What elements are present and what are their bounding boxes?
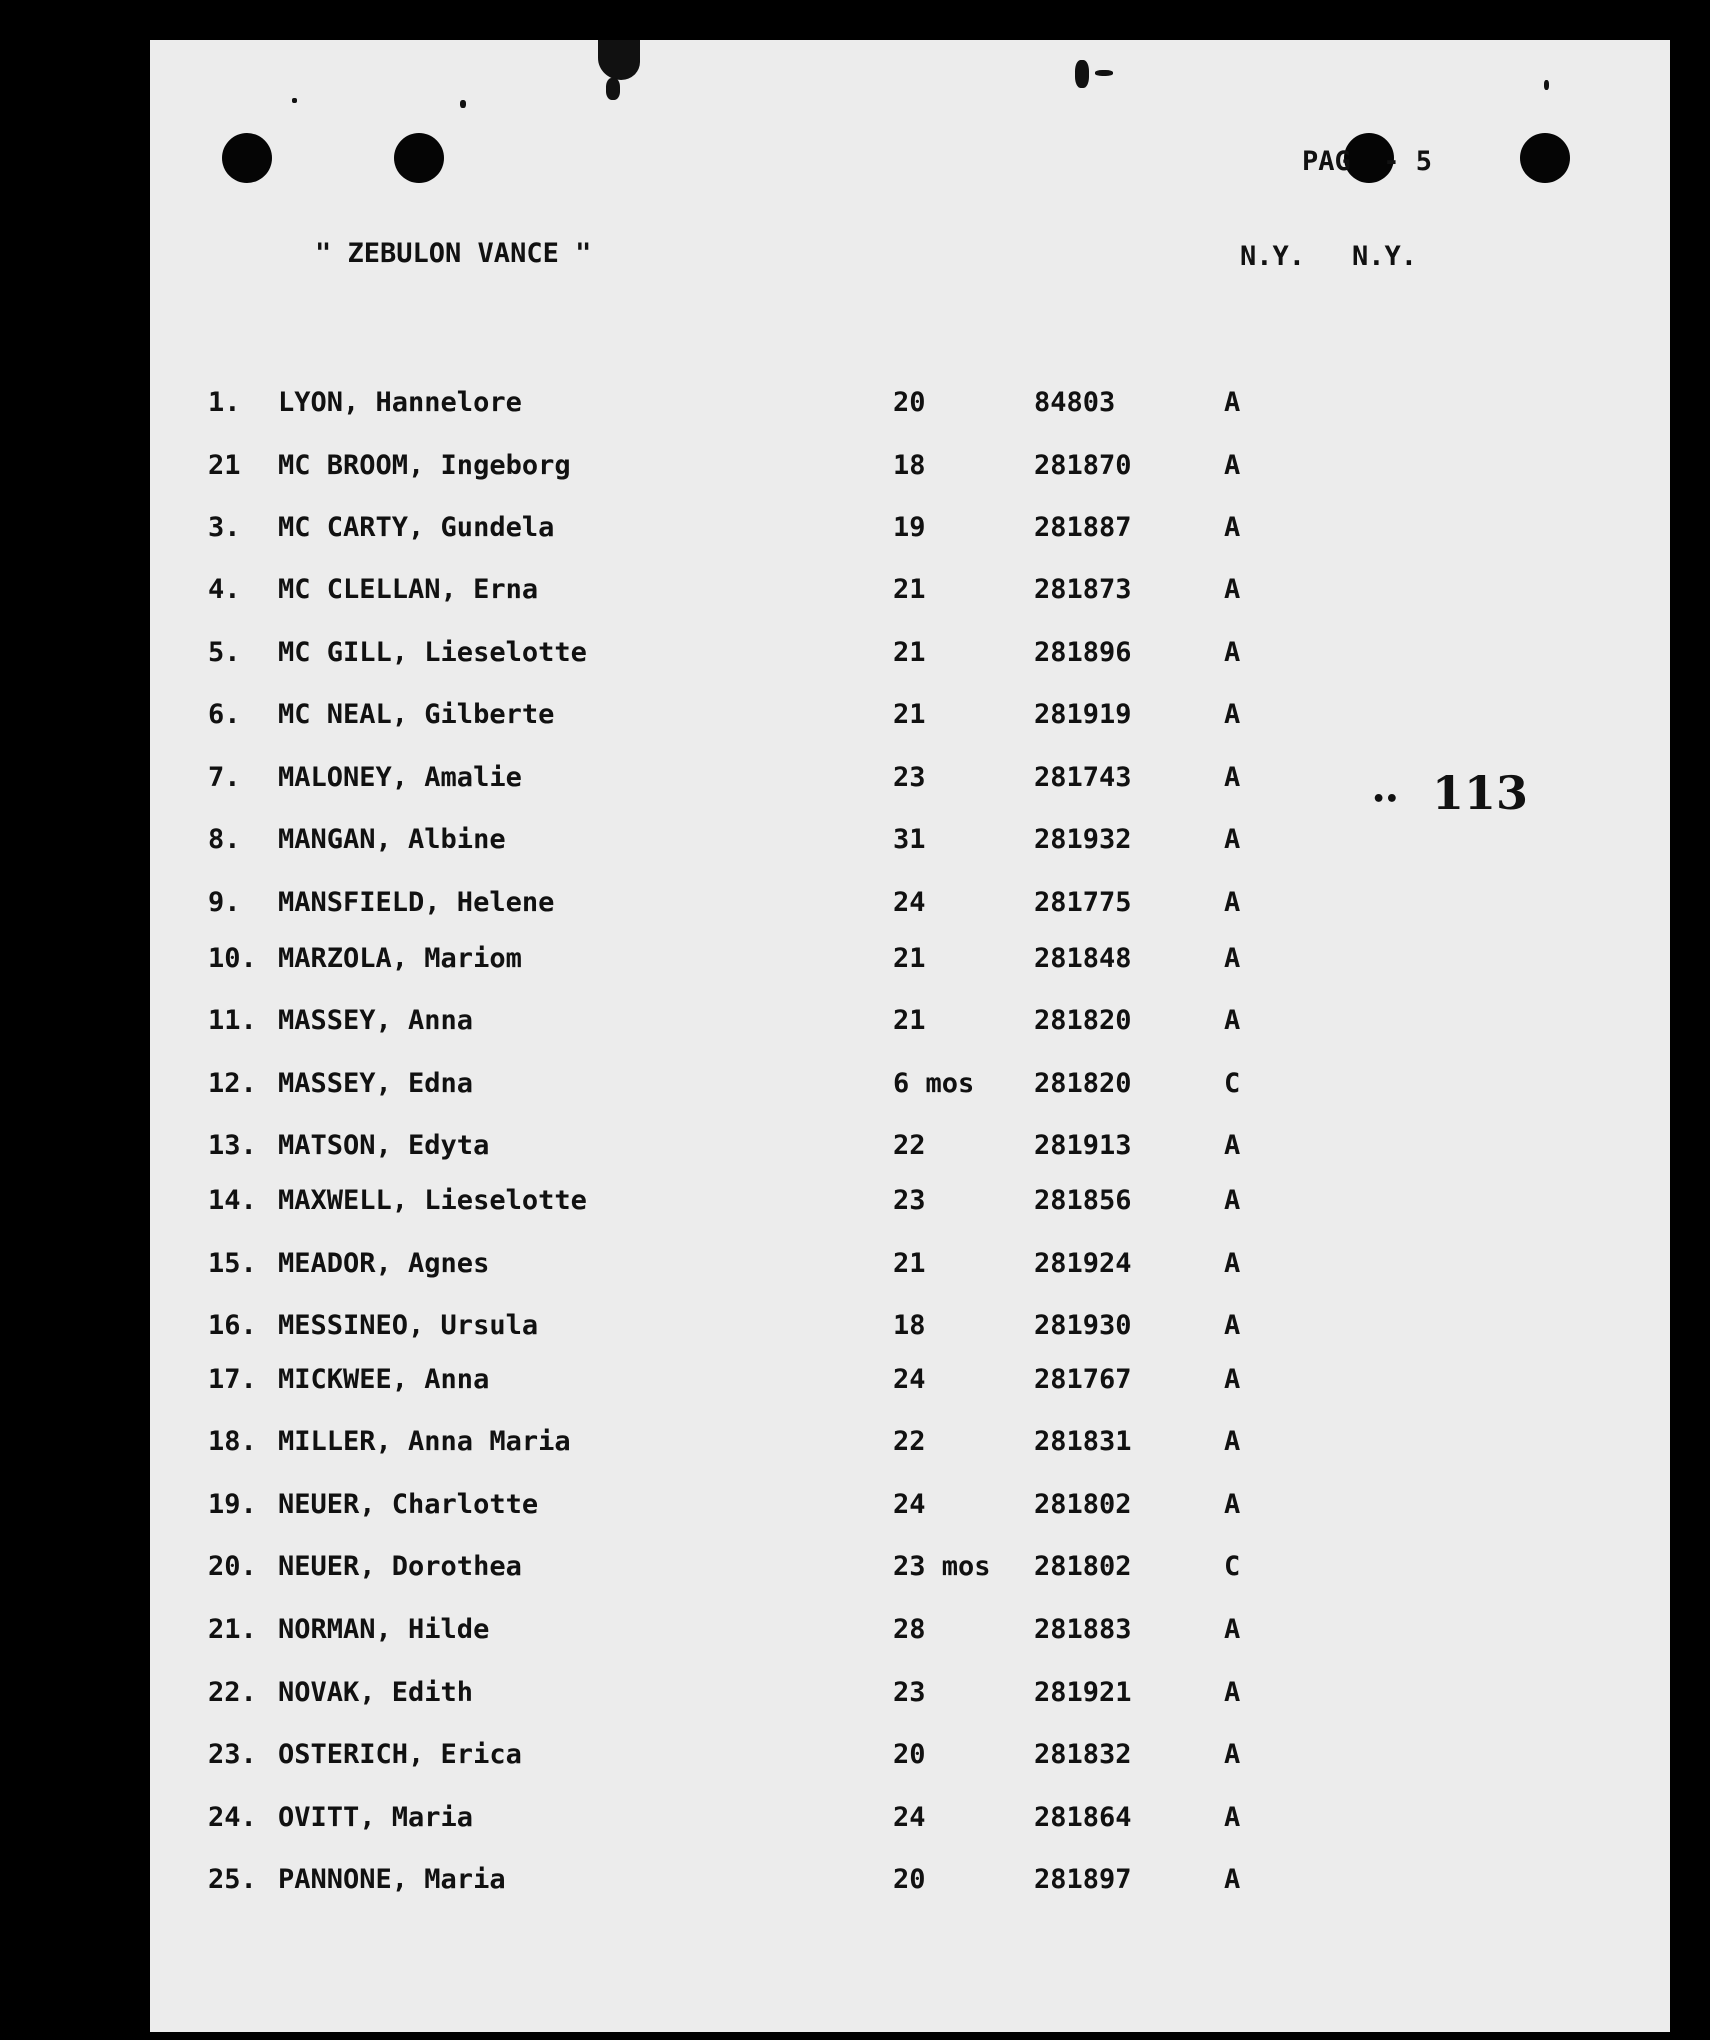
passenger-name: MC BROOM, Ingeborg bbox=[278, 450, 571, 481]
passenger-age: 20 bbox=[893, 387, 926, 418]
ink-speck bbox=[1075, 60, 1089, 88]
passenger-number: 281848 bbox=[1034, 943, 1132, 974]
passenger-number: 281896 bbox=[1034, 637, 1132, 668]
passenger-name: NEUER, Charlotte bbox=[278, 1489, 539, 1520]
passenger-name: MC CARTY, Gundela bbox=[278, 512, 555, 543]
passenger-number: 281870 bbox=[1034, 450, 1132, 481]
list-item bbox=[150, 1677, 1670, 1717]
passenger-age: 24 bbox=[893, 1802, 926, 1833]
passenger-age: 21 bbox=[893, 1005, 926, 1036]
passenger-name: PANNONE, Maria bbox=[278, 1864, 506, 1895]
list-item bbox=[150, 1551, 1670, 1591]
passenger-class: A bbox=[1224, 824, 1241, 855]
passenger-class: A bbox=[1224, 762, 1241, 793]
passenger-class: A bbox=[1224, 637, 1241, 668]
row-number: 4. bbox=[208, 574, 241, 605]
passenger-class: A bbox=[1224, 1310, 1241, 1341]
passenger-class: A bbox=[1224, 512, 1241, 543]
passenger-class: A bbox=[1224, 1864, 1241, 1895]
passenger-number: 281831 bbox=[1034, 1426, 1132, 1457]
passenger-number: 281767 bbox=[1034, 1364, 1132, 1395]
ink-speck bbox=[598, 40, 640, 80]
margin-number: 113 bbox=[1432, 766, 1529, 820]
passenger-age: 19 bbox=[893, 512, 926, 543]
passenger-number: 281832 bbox=[1034, 1739, 1132, 1770]
passenger-age: 21 bbox=[893, 943, 926, 974]
passenger-age: 21 bbox=[893, 699, 926, 730]
document-page bbox=[150, 40, 1670, 2032]
list-item bbox=[150, 1614, 1670, 1654]
list-item bbox=[150, 574, 1670, 614]
passenger-number: 281897 bbox=[1034, 1864, 1132, 1895]
ink-speck bbox=[460, 100, 466, 108]
passenger-number: 281883 bbox=[1034, 1614, 1132, 1645]
passenger-age: 24 bbox=[893, 1364, 926, 1395]
passenger-class: A bbox=[1224, 574, 1241, 605]
list-item bbox=[150, 762, 1670, 802]
passenger-age: 22 bbox=[893, 1130, 926, 1161]
passenger-number: 84803 bbox=[1034, 387, 1116, 418]
row-number: 21 bbox=[208, 450, 241, 481]
margin-mark: •• bbox=[1372, 787, 1399, 812]
row-number: 9. bbox=[208, 887, 241, 918]
passenger-age: 23 bbox=[893, 1677, 926, 1708]
list-item bbox=[150, 824, 1670, 864]
passenger-class: A bbox=[1224, 1005, 1241, 1036]
row-number: 15. bbox=[208, 1248, 257, 1279]
passenger-name: MESSINEO, Ursula bbox=[278, 1310, 539, 1341]
list-item bbox=[150, 387, 1670, 427]
ink-speck bbox=[1095, 70, 1113, 76]
punch-hole bbox=[394, 133, 444, 183]
passenger-age: 31 bbox=[893, 824, 926, 855]
row-number: 12. bbox=[208, 1068, 257, 1099]
row-number: 5. bbox=[208, 637, 241, 668]
punch-hole bbox=[222, 133, 272, 183]
list-item bbox=[150, 699, 1670, 739]
passenger-class: A bbox=[1224, 1739, 1241, 1770]
passenger-age: 20 bbox=[893, 1864, 926, 1895]
list-item bbox=[150, 1068, 1670, 1108]
row-number: 10. bbox=[208, 943, 257, 974]
passenger-name: MALONEY, Amalie bbox=[278, 762, 522, 793]
passenger-class: A bbox=[1224, 450, 1241, 481]
passenger-name: MC NEAL, Gilberte bbox=[278, 699, 555, 730]
row-number: 7. bbox=[208, 762, 241, 793]
passenger-age: 24 bbox=[893, 1489, 926, 1520]
passenger-class: A bbox=[1224, 1185, 1241, 1216]
passenger-class: A bbox=[1224, 1364, 1241, 1395]
passenger-name: MASSEY, Edna bbox=[278, 1068, 474, 1099]
ink-speck bbox=[606, 78, 620, 100]
passenger-name: MEADOR, Agnes bbox=[278, 1248, 490, 1279]
list-item bbox=[150, 943, 1670, 983]
passenger-name: MANGAN, Albine bbox=[278, 824, 506, 855]
passenger-name: MAXWELL, Lieselotte bbox=[278, 1185, 587, 1216]
passenger-age: 21 bbox=[893, 637, 926, 668]
passenger-age: 20 bbox=[893, 1739, 926, 1770]
punch-hole bbox=[1520, 133, 1570, 183]
list-item bbox=[150, 637, 1670, 677]
passenger-name: MILLER, Anna Maria bbox=[278, 1426, 571, 1457]
destination-label: N.Y. bbox=[1240, 241, 1306, 272]
row-number: 11. bbox=[208, 1005, 257, 1036]
passenger-name: NORMAN, Hilde bbox=[278, 1614, 490, 1645]
passenger-age: 18 bbox=[893, 1310, 926, 1341]
passenger-age: 23 mos bbox=[893, 1551, 991, 1582]
passenger-name: MC CLELLAN, Erna bbox=[278, 574, 539, 605]
passenger-name: NEUER, Dorothea bbox=[278, 1551, 522, 1582]
passenger-number: 281873 bbox=[1034, 574, 1132, 605]
row-number: 22. bbox=[208, 1677, 257, 1708]
passenger-class: C bbox=[1224, 1551, 1241, 1582]
passenger-class: A bbox=[1224, 387, 1241, 418]
vessel-name: " ZEBULON VANCE " bbox=[315, 238, 592, 269]
passenger-age: 21 bbox=[893, 1248, 926, 1279]
passenger-age: 21 bbox=[893, 574, 926, 605]
row-number: 20. bbox=[208, 1551, 257, 1582]
passenger-class: A bbox=[1224, 943, 1241, 974]
passenger-class: A bbox=[1224, 1426, 1241, 1457]
passenger-name: LYON, Hannelore bbox=[278, 387, 522, 418]
passenger-age: 24 bbox=[893, 887, 926, 918]
row-number: 25. bbox=[208, 1864, 257, 1895]
passenger-number: 281802 bbox=[1034, 1489, 1132, 1520]
row-number: 18. bbox=[208, 1426, 257, 1457]
passenger-age: 28 bbox=[893, 1614, 926, 1645]
list-item bbox=[150, 1802, 1670, 1842]
list-item bbox=[150, 1185, 1670, 1225]
list-item bbox=[150, 1248, 1670, 1288]
list-item bbox=[150, 1310, 1670, 1350]
ink-speck bbox=[1544, 80, 1549, 90]
passenger-number: 281856 bbox=[1034, 1185, 1132, 1216]
list-item bbox=[150, 1489, 1670, 1529]
passenger-name: NOVAK, Edith bbox=[278, 1677, 474, 1708]
passenger-age: 6 mos bbox=[893, 1068, 975, 1099]
passenger-number: 281775 bbox=[1034, 887, 1132, 918]
passenger-class: A bbox=[1224, 1614, 1241, 1645]
passenger-class: C bbox=[1224, 1068, 1241, 1099]
passenger-age: 18 bbox=[893, 450, 926, 481]
passenger-class: A bbox=[1224, 1489, 1241, 1520]
page-number-label: PAG - 5 bbox=[1302, 146, 1433, 177]
row-number: 16. bbox=[208, 1310, 257, 1341]
passenger-age: 22 bbox=[893, 1426, 926, 1457]
row-number: 13. bbox=[208, 1130, 257, 1161]
row-number: 23. bbox=[208, 1739, 257, 1770]
passenger-class: A bbox=[1224, 1248, 1241, 1279]
passenger-name: OVITT, Maria bbox=[278, 1802, 474, 1833]
passenger-name: MANSFIELD, Helene bbox=[278, 887, 555, 918]
passenger-class: A bbox=[1224, 1677, 1241, 1708]
row-number: 3. bbox=[208, 512, 241, 543]
destination-label: N.Y. bbox=[1352, 241, 1418, 272]
row-number: 1. bbox=[208, 387, 241, 418]
list-item bbox=[150, 1426, 1670, 1466]
list-item bbox=[150, 887, 1670, 927]
passenger-name: MARZOLA, Mariom bbox=[278, 943, 522, 974]
passenger-number: 281802 bbox=[1034, 1551, 1132, 1582]
passenger-number: 281930 bbox=[1034, 1310, 1132, 1341]
list-item bbox=[150, 512, 1670, 552]
passenger-number: 281864 bbox=[1034, 1802, 1132, 1833]
passenger-number: 281820 bbox=[1034, 1005, 1132, 1036]
row-number: 14. bbox=[208, 1185, 257, 1216]
ink-speck bbox=[292, 98, 297, 103]
row-number: 8. bbox=[208, 824, 241, 855]
passenger-name: MC GILL, Lieselotte bbox=[278, 637, 587, 668]
list-item bbox=[150, 1739, 1670, 1779]
list-item bbox=[150, 1864, 1670, 1904]
list-item bbox=[150, 1130, 1670, 1170]
passenger-number: 281743 bbox=[1034, 762, 1132, 793]
passenger-class: A bbox=[1224, 1130, 1241, 1161]
passenger-number: 281919 bbox=[1034, 699, 1132, 730]
passenger-number: 281887 bbox=[1034, 512, 1132, 543]
passenger-number: 281921 bbox=[1034, 1677, 1132, 1708]
row-number: 6. bbox=[208, 699, 241, 730]
list-item bbox=[150, 1005, 1670, 1045]
row-number: 21. bbox=[208, 1614, 257, 1645]
passenger-class: A bbox=[1224, 887, 1241, 918]
row-number: 24. bbox=[208, 1802, 257, 1833]
passenger-name: MASSEY, Anna bbox=[278, 1005, 474, 1036]
passenger-age: 23 bbox=[893, 1185, 926, 1216]
passenger-class: A bbox=[1224, 1802, 1241, 1833]
passenger-name: MATSON, Edyta bbox=[278, 1130, 490, 1161]
list-item bbox=[150, 450, 1670, 490]
passenger-name: MICKWEE, Anna bbox=[278, 1364, 490, 1395]
list-item bbox=[150, 1364, 1670, 1404]
passenger-number: 281924 bbox=[1034, 1248, 1132, 1279]
row-number: 17. bbox=[208, 1364, 257, 1395]
passenger-number: 281932 bbox=[1034, 824, 1132, 855]
passenger-number: 281913 bbox=[1034, 1130, 1132, 1161]
passenger-class: A bbox=[1224, 699, 1241, 730]
passenger-age: 23 bbox=[893, 762, 926, 793]
row-number: 19. bbox=[208, 1489, 257, 1520]
passenger-name: OSTERICH, Erica bbox=[278, 1739, 522, 1770]
passenger-number: 281820 bbox=[1034, 1068, 1132, 1099]
